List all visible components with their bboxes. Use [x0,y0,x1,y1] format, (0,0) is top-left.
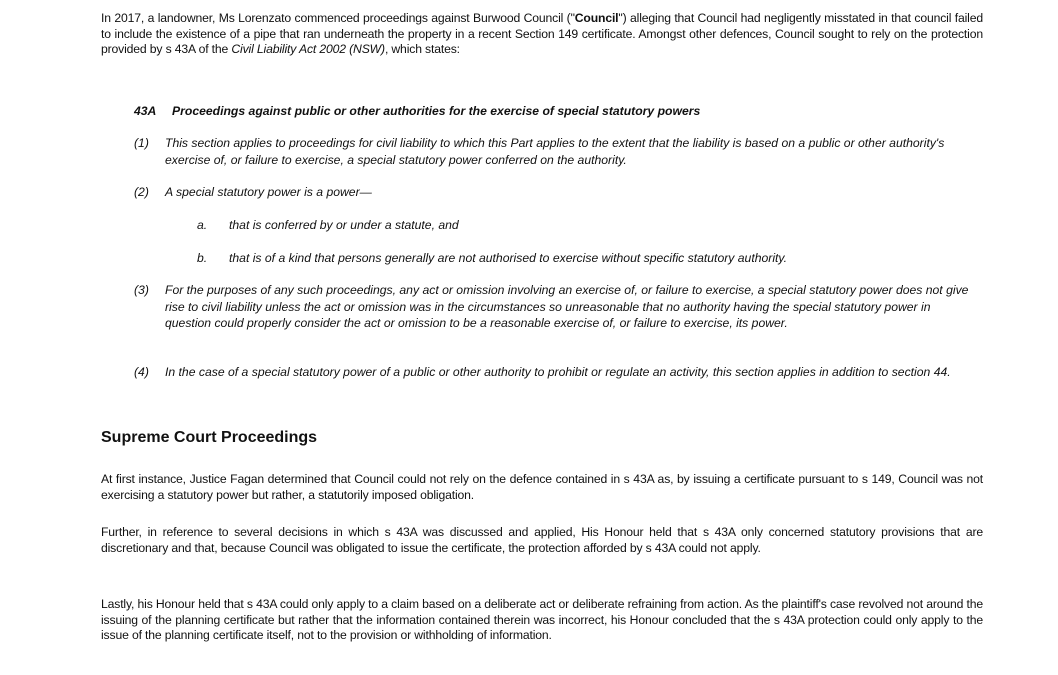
body-paragraph-1: At first instance, Justice Fagan determined that Council could not rely on the defence contained in s 43A as, by issuing a certificate pursuant to s 149, Council was not exercising a statutory power but rather, a statutorily imposed obligation. [101,472,983,502]
intro-text-end: , which states: [384,42,460,56]
section-heading: Supreme Court Proceedings [101,429,318,446]
paragraph-text: that is conferred by or under a statute, and [229,218,459,232]
act-citation: Civil Liability Act 2002 (NSW) [231,42,385,56]
defined-term-council: Council [574,11,619,25]
paragraph-letter: a. [197,218,208,232]
section-title: Proceedings against public or other authorities for the exercise of special statutory powers [172,104,701,118]
paragraph-text: that is of a kind that persons generally are not authorised to exercise without specific statutory authority. [229,251,787,265]
intro-text-start: In 2017, a landowner, Ms Lorenzato commenced proceedings against Burwood Council (" [101,11,575,25]
intro-text-middle: ") alleging that Council had negligently misstated in that council failed to include the existence of a pipe that ran underneath the property in a recent Section 149 certificate. Amongst other defences, Council sought to rely on the protection provided by s 43A of the [101,11,984,56]
subsection-text: For the purposes of any such proceedings, any act or omission involving an exercise of, or failure to exercise, a special statutory power does not give rise to civil liability unless the act or omission was in the circumstances so unreasonable that no authority having the special statutory power in question could properly consider the act or omission to be a reasonable exercise of, or failure to exercise, its power. [165,283,969,330]
paragraph-letter: b. [197,251,208,265]
body-paragraph-3: Lastly, his Honour held that s 43A could only apply to a claim based on a deliberate act or deliberate refraining from action. As the plaintiff's case revolved not around the issuing of the planning certificate but rather that the information contained therein was incorrect, his Honour concluded that the s 43A protection could only apply to the issue of the planning certificate itself, not to the provision or withholding of information. [101,597,983,642]
section-number: 43A [134,104,157,118]
subsection-number: (2) [134,185,149,199]
subsection-number: (4) [134,365,149,379]
intro-paragraph [101,11,983,58]
subsection-text: A special statutory power is a power— [165,185,372,199]
body-paragraph-2: Further, in reference to several decisions in which s 43A was discussed and applied, His Honour held that s 43A only concerned statutory provisions that are discretionary and that, because Council was obligated to issue the certificate, the protection afforded by s 43A could not apply. [101,525,983,555]
subsection-number: (1) [134,136,149,150]
subsection-number: (3) [134,283,149,297]
subsection-text: In the case of a special statutory power of a public or other authority to prohibit or regulate an activity, this section applies in addition to section 44. [165,365,951,379]
subsection-text: This section applies to proceedings for civil liability to which this Part applies to the extent that the liability is based on a public or other authority's exercise of, or failure to exercise, a special statutory power conferred on the authority. [165,136,945,167]
quoted-section-heading [134,104,934,118]
